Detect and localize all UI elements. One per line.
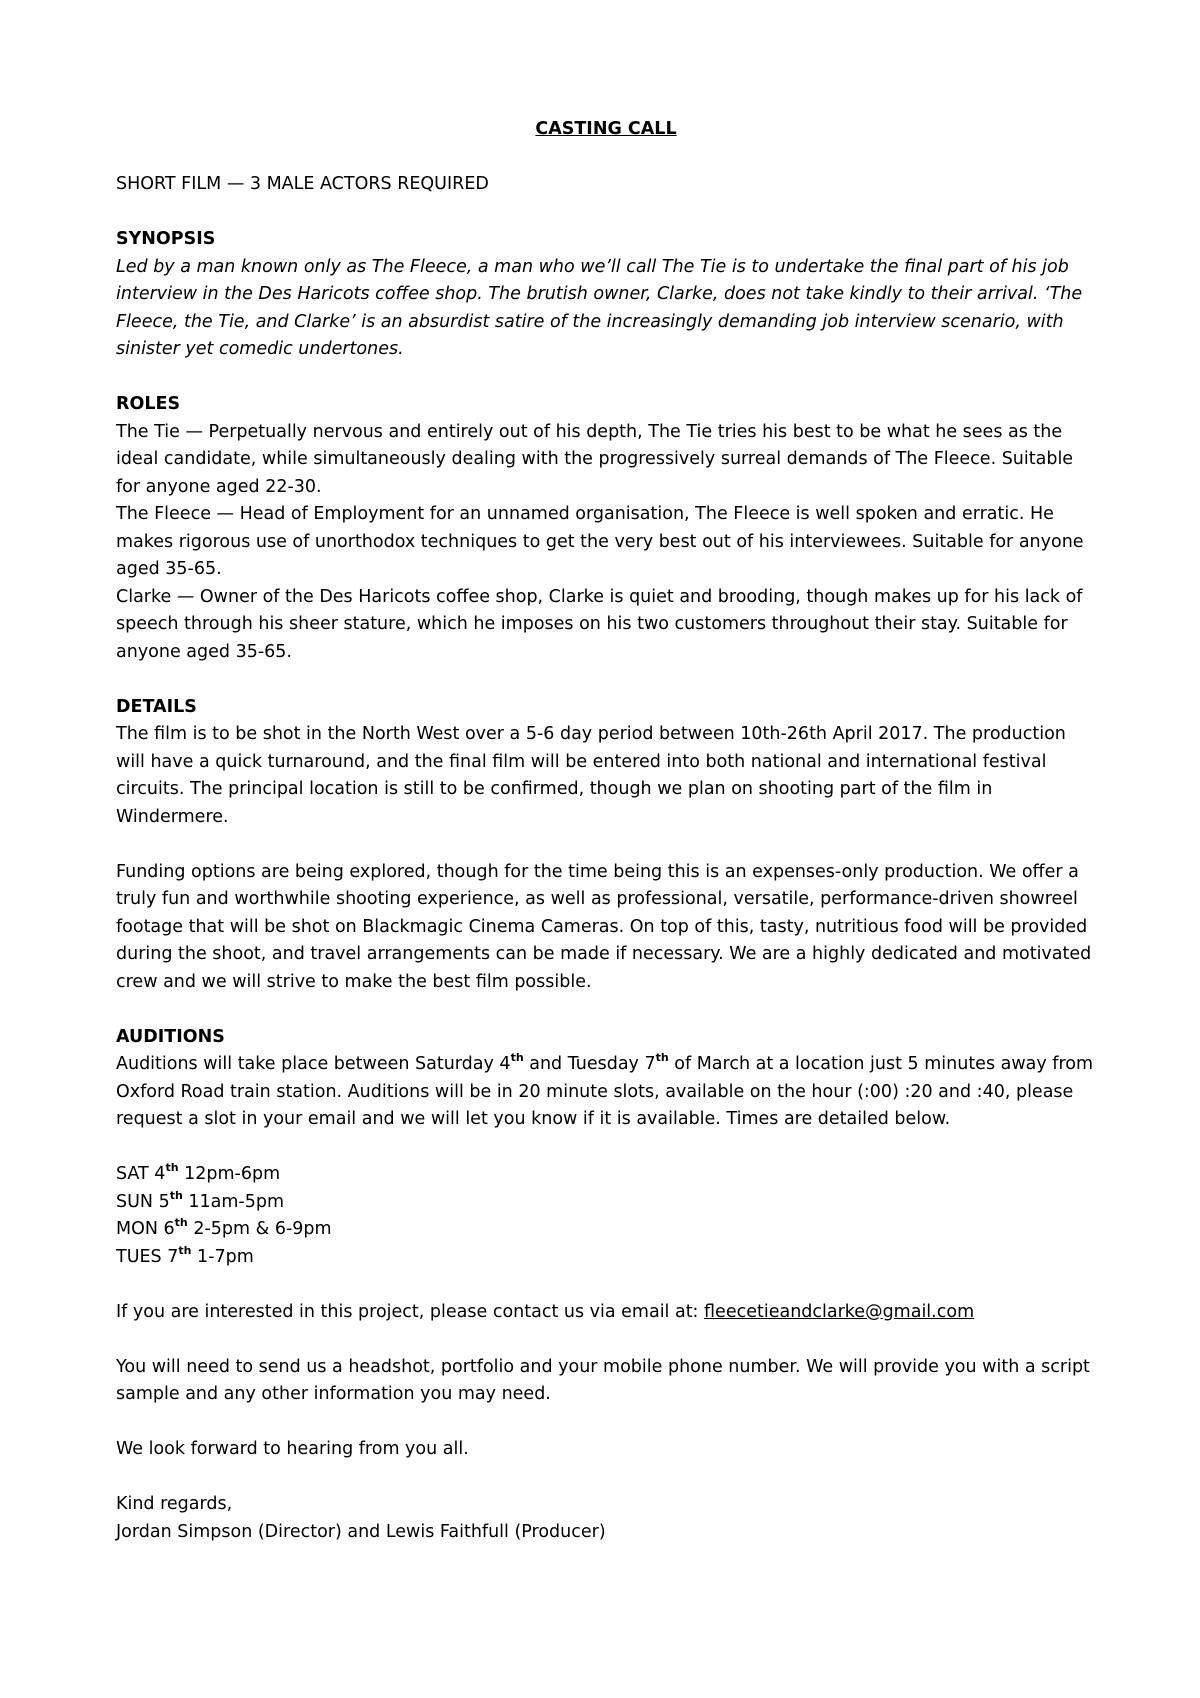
details-heading: DETAILS	[116, 696, 197, 717]
spacer	[116, 144, 1096, 172]
auditions-intro-text: and Tuesday 7	[523, 1054, 656, 1074]
synopsis-text: Led by a man known only as The Fleece, a man who we’ll call The Tie is to undertake the final part of his job interview in the Des Haricots coffee shop. The brutish owner, Clarke, does not take kindly to their arrival. ‘The Fleece, the Tie, and Clarke’ is an absurdist satire of the increasingly demanding job interview scenario, with sinister yet comedic undertones.	[116, 256, 1083, 359]
spacer	[116, 199, 1096, 227]
schedule-row	[116, 1161, 1096, 1189]
spacer	[116, 666, 1096, 694]
signoff-greeting: Kind regards,	[116, 1494, 233, 1514]
spacer	[116, 996, 1096, 1024]
schedule-times: 12pm-6pm	[178, 1164, 281, 1184]
ordinal-suffix: th	[165, 1161, 179, 1175]
details-paragraph: The film is to be shot in the North West over a 5-6 day period between 10th-26th April 2017. The production will have a quick turnaround, and the final film will be entered into both national and international festival circuits. The principal location is still to be confirmed, though we plan on shooting part of the film in Windermere.	[116, 724, 1066, 827]
ordinal-suffix: th	[169, 1188, 183, 1202]
schedule-times: 2-5pm & 6-9pm	[187, 1219, 332, 1239]
contact-line	[116, 1299, 1096, 1327]
contact-email-link[interactable]: fleecetieandclarke@gmail.com	[704, 1301, 975, 1322]
auditions-intro-text: Auditions will take place between Saturday 4	[116, 1054, 511, 1074]
role-the-fleece: The Fleece — Head of Employment for an unnamed organisation, The Fleece is well spoken and erratic. He makes rigorous use of unorthodox techniques to get the very best out of his interviewees. Suitable for anyone aged 35-65.	[116, 504, 1084, 579]
document-page	[116, 116, 1096, 1546]
schedule-row	[116, 1189, 1096, 1217]
spacer	[116, 1409, 1096, 1437]
page-title: CASTING CALL	[535, 119, 677, 139]
schedule-day: SAT 4	[116, 1164, 166, 1184]
spacer	[116, 1326, 1096, 1354]
role-the-tie: The Tie — Perpetually nervous and entirely out of his depth, The Tie tries his best to be what he sees as the ideal candidate, while simultaneously dealing with the progressively surreal demands of The Fleece. Suitable for anyone aged 22-30.	[116, 421, 1074, 497]
subtitle: SHORT FILM — 3 MALE ACTORS REQUIRED	[116, 174, 489, 194]
schedule-day: TUES 7	[116, 1246, 179, 1267]
contact-text: If you are interested in this project, please contact us via email at:	[116, 1301, 705, 1322]
schedule-row	[116, 1244, 1096, 1272]
schedule-times: 11am-5pm	[182, 1191, 285, 1212]
synopsis-heading: SYNOPSIS	[116, 229, 216, 249]
ordinal-suffix: th	[655, 1051, 669, 1065]
schedule-times: 1-7pm	[191, 1246, 254, 1267]
role-clarke: Clarke — Owner of the Des Haricots coffee shop, Clarke is quiet and brooding, though makes up for his lack of speech through his sheer stature, which he imposes on his two customers throughout their stay. Suitable for anyone aged 35-65.	[116, 586, 1083, 662]
schedule-row	[116, 1216, 1096, 1244]
ordinal-suffix: th	[510, 1051, 524, 1065]
schedule-day: MON 6	[116, 1219, 175, 1239]
roles-heading: ROLES	[116, 394, 181, 414]
ordinal-suffix: th	[174, 1216, 188, 1230]
requirements-text: You will need to send us a headshot, portfolio and your mobile phone number. We will provide you with a script sample and any other information you may need.	[116, 1356, 1090, 1404]
auditions-intro-text: of March at a location just 5 minutes away from Oxford Road train station. Auditions will be in 20 minute slots, available on the hour (:00) :20 and :40, please request a slot in your email and we will let you know if it is available. Times are detailed below.	[116, 1054, 1094, 1129]
schedule-day: SUN 5	[116, 1191, 170, 1212]
spacer	[116, 1464, 1096, 1492]
details-paragraph: Funding options are being explored, though for the time being this is an expenses-only production. We offer a truly fun and worthwhile shooting experience, as well as professional, versatile, performance-driven showreel footage that will be shot on Blackmagic Cinema Cameras. On top of this, tasty, nutritious food will be provided during the shoot, and travel arrangements can be made if necessary. We are a highly dedicated and motivated crew and we will strive to make the best film possible.	[116, 861, 1092, 992]
closing-text: We look forward to hearing from you all.	[116, 1439, 469, 1459]
auditions-intro	[116, 1051, 1096, 1134]
signoff-names: Jordan Simpson (Director) and Lewis Faithfull (Producer)	[116, 1521, 606, 1542]
spacer	[116, 831, 1096, 859]
spacer	[116, 364, 1096, 392]
audition-schedule	[116, 1161, 1096, 1271]
ordinal-suffix: th	[178, 1243, 192, 1257]
auditions-heading: AUDITIONS	[116, 1026, 225, 1047]
spacer	[116, 1271, 1096, 1299]
spacer	[116, 1134, 1096, 1162]
